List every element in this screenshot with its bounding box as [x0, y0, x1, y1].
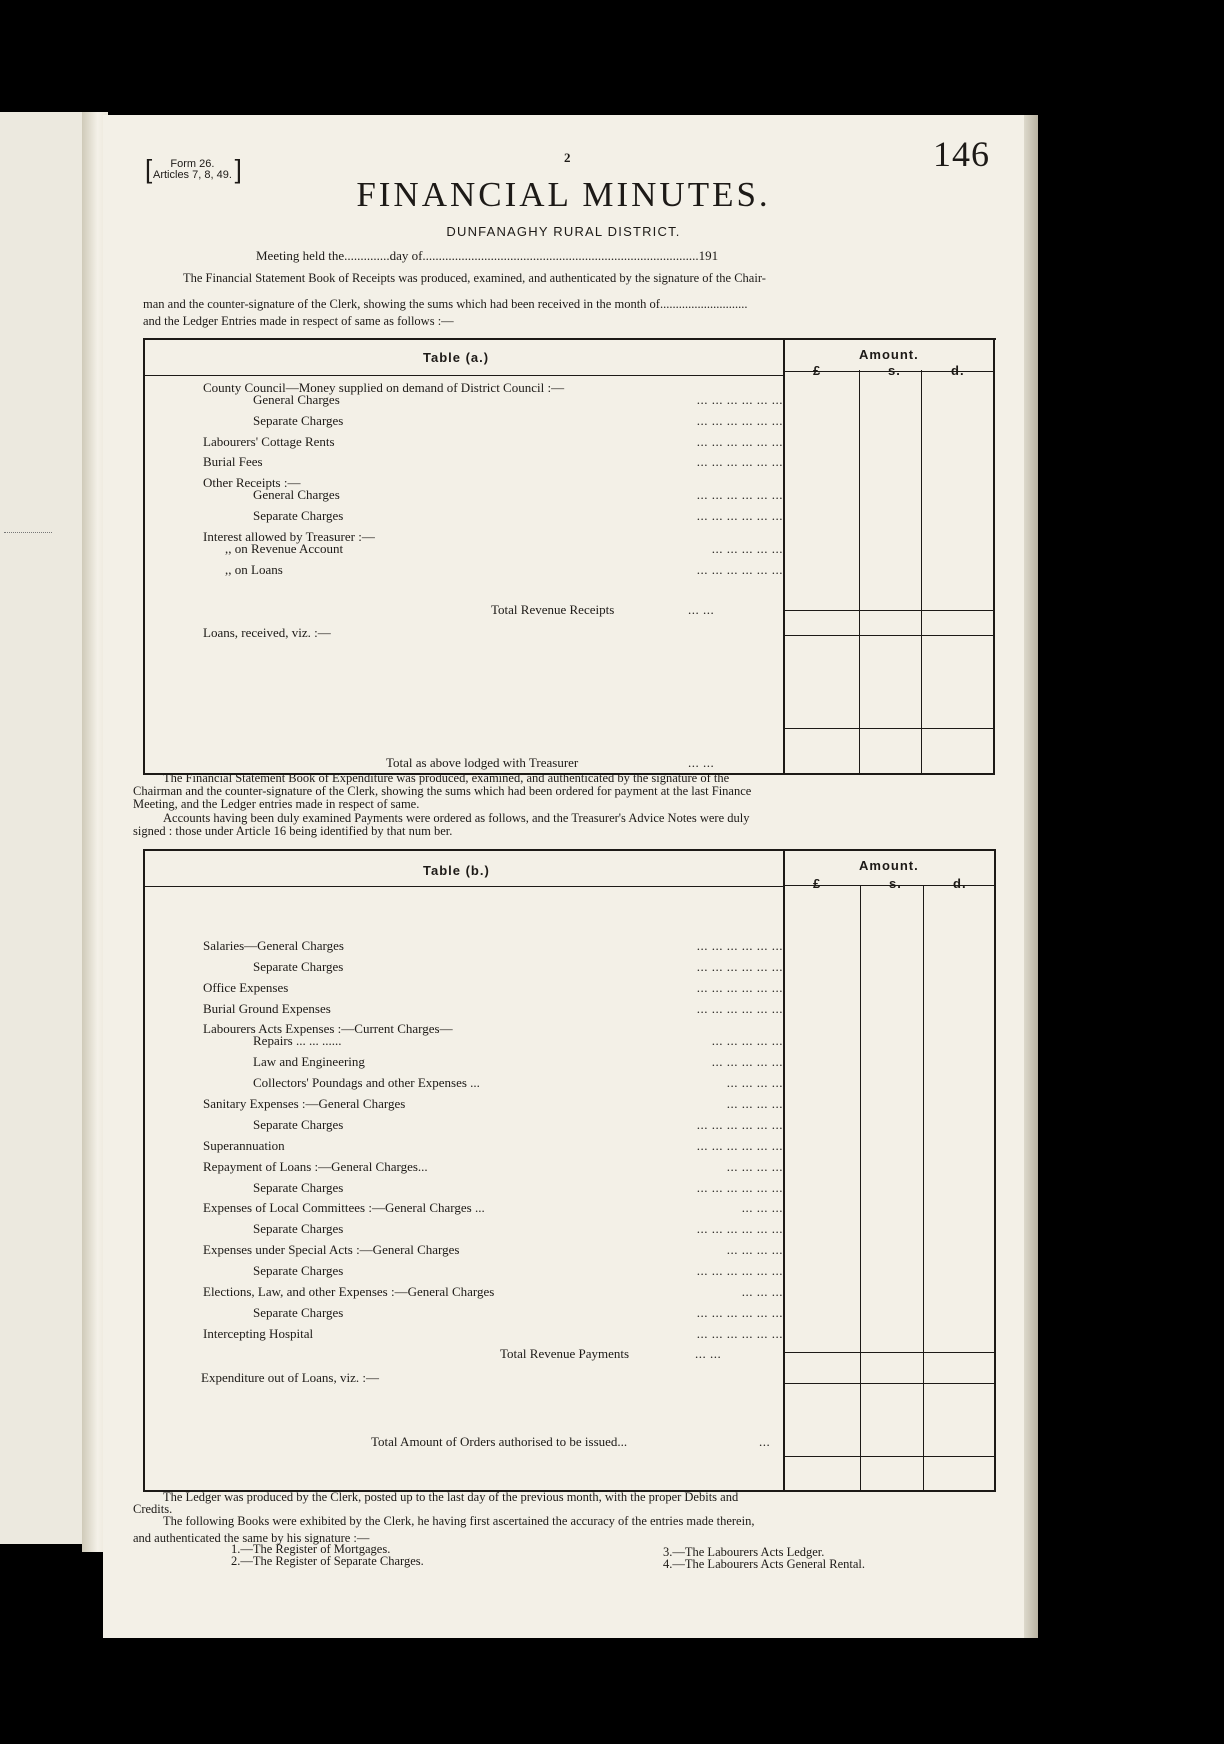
subtotal-rule-bottom — [783, 635, 995, 636]
receipts-table — [143, 338, 996, 773]
row-label: Separate Charges — [253, 413, 344, 428]
row-label: Other Receipts :— — [203, 475, 301, 490]
leader-dots: ... ... ... ... — [726, 1242, 783, 1257]
shillings-divider — [923, 885, 924, 1490]
books-line: and authenticated the same by his signature :— — [133, 1531, 370, 1545]
row-label: Repairs ... ... ...... — [253, 1033, 342, 1048]
row-label: Sanitary Expenses :—General Charges — [203, 1096, 406, 1111]
expenditure-intro-line: The Financial Statement Book of Expenditure was produced, examined, and authenticated by the signature of the — [163, 771, 730, 785]
row-label: Separate Charges — [253, 508, 344, 523]
table-left-border — [143, 849, 145, 1490]
table-top-rule — [143, 338, 996, 340]
row-label: Salaries—General Charges — [203, 938, 344, 953]
table-left-border — [143, 338, 145, 773]
leader-dots: ... ... ... ... ... — [711, 1054, 783, 1069]
leader-dots: ... ... — [688, 755, 715, 770]
table-title: Table (a.) — [423, 350, 490, 365]
book-list-item: 1.—The Register of Mortgages. — [231, 1542, 391, 1556]
meeting-line: Meeting held the..............day of.....................................................................................191 — [256, 248, 719, 263]
row-label: ,, on Revenue Account — [225, 541, 344, 556]
subtotal-rule-top — [783, 1352, 996, 1353]
pounds-divider — [859, 370, 860, 773]
row-label: Separate Charges — [253, 959, 344, 974]
row-label: General Charges — [253, 487, 340, 502]
leader-dots: ... ... ... ... ... ... — [696, 562, 783, 577]
row-label: Burial Ground Expenses — [203, 1001, 331, 1016]
leader-dots: ... ... ... ... ... ... — [696, 392, 783, 407]
leader-dots: ... ... ... — [741, 1200, 783, 1215]
leader-dots: ... ... ... ... ... ... — [696, 1305, 783, 1320]
leader-dots: ... — [759, 1434, 771, 1449]
leader-dots: ... ... ... ... ... — [711, 541, 783, 556]
row-label: Separate Charges — [253, 1221, 344, 1236]
row-label: Expenses under Special Acts :—General Charges — [203, 1242, 460, 1257]
row-label: Separate Charges — [253, 1305, 344, 1320]
expenditure-intro-line: Accounts having been duly examined Payments were ordered as follows, and the Treasurer's Advice Notes were duly — [163, 811, 750, 825]
leader-dots: ... ... ... ... ... ... — [696, 434, 783, 449]
books-line: The following Books were exhibited by the Clerk, he having first ascertained the accuracy of the entries made therein, — [163, 1514, 755, 1528]
row-label: Separate Charges — [253, 1117, 344, 1132]
row-label: Labourers' Cottage Rents — [203, 434, 335, 449]
pence-header: d. — [951, 363, 965, 378]
expenditure-out-of-loans: Expenditure out of Loans, viz. :— — [201, 1370, 379, 1385]
left-page-edge — [0, 112, 92, 1544]
leader-dots: ... ... — [695, 1346, 722, 1361]
expenditure-intro-line: signed : those under Article 16 being identified by that num ber. — [133, 824, 453, 838]
leader-dots: ... ... ... ... — [726, 1159, 783, 1174]
row-label: Repayment of Loans :—General Charges... — [203, 1159, 428, 1174]
row-label: Expenses of Local Committees :—General Charges ... — [203, 1200, 485, 1215]
table-title: Table (b.) — [423, 863, 490, 878]
leader-dots: ... ... ... ... ... ... — [696, 508, 783, 523]
header-rule — [143, 886, 783, 887]
row-label: Elections, Law, and other Expenses :—General Charges — [203, 1284, 495, 1299]
page-edge — [1024, 115, 1038, 1638]
ledger-line: The Ledger was produced by the Clerk, posted up to the last day of the previous month, with the proper Debits and — [163, 1490, 739, 1504]
amount-header: Amount. — [859, 347, 919, 362]
leader-dots: ... ... ... ... ... ... — [696, 1180, 783, 1195]
row-label: Intercepting Hospital — [203, 1326, 314, 1341]
subtotal-rule-bottom — [783, 1383, 996, 1384]
pounds-header: £ — [813, 363, 822, 378]
leader-dots: ... ... ... ... — [726, 1075, 783, 1090]
row-label: General Charges — [253, 392, 340, 407]
leader-dots: ... ... ... ... ... ... — [696, 938, 783, 953]
leader-dots: ... ... ... ... ... ... — [696, 1001, 783, 1016]
amount-divider — [783, 849, 785, 1490]
shillings-divider — [921, 370, 922, 773]
table-right-border — [994, 849, 996, 1490]
total-rule-top — [783, 728, 995, 729]
total-rule-top — [783, 1456, 996, 1457]
leader-dots: ... ... ... ... ... ... — [696, 1326, 783, 1341]
receipts-intro-line: The Financial Statement Book of Receipts was produced, examined, and authenticated by the signature of the Chair- — [183, 271, 766, 285]
table-top-rule — [143, 849, 996, 851]
total-revenue-payments: Total Revenue Payments — [500, 1346, 630, 1361]
ledger-line: Credits. — [133, 1502, 173, 1516]
book-list-item: 3.—The Labourers Acts Ledger. — [663, 1545, 825, 1559]
row-label: Superannuation — [203, 1138, 285, 1153]
leader-dots: ... ... ... ... ... ... — [696, 1263, 783, 1278]
leader-dots: ... ... ... ... — [726, 1096, 783, 1111]
page-title: FINANCIAL MINUTES. — [356, 175, 771, 214]
book-list-item: 2.—The Register of Separate Charges. — [231, 1554, 424, 1568]
receipts-intro-line: and the Ledger Entries made in respect of same as follows :— — [143, 314, 454, 328]
leader-dots: ... ... ... ... ... ... — [696, 1117, 783, 1132]
expenditure-intro-line: Meeting, and the Ledger entries made in respect of same. — [133, 797, 420, 811]
row-label: Office Expenses — [203, 980, 289, 995]
leader-dots: ... ... ... ... ... ... — [696, 413, 783, 428]
pence-header: d. — [953, 876, 967, 891]
total-orders: Total Amount of Orders authorised to be issued... — [371, 1434, 628, 1449]
document-page — [103, 115, 1024, 1638]
payments-table — [143, 849, 996, 1490]
loans-received: Loans, received, viz. :— — [203, 625, 331, 640]
row-label: ,, on Loans — [225, 562, 283, 577]
row-label: Burial Fees — [203, 454, 263, 469]
leader-dots: ... ... ... ... ... ... — [696, 1221, 783, 1236]
row-label: Law and Engineering — [253, 1054, 365, 1069]
row-label: County Council—Money supplied on demand of District Council :— — [203, 380, 565, 395]
left-bracket-icon: [ — [145, 154, 153, 184]
pounds-header: £ — [813, 876, 822, 891]
receipts-intro-line: man and the counter-signature of the Clerk, showing the sums which had been received in the month of............................ — [143, 297, 748, 311]
leader-dots: ... ... — [688, 602, 715, 617]
right-bracket-icon: ] — [234, 154, 242, 184]
row-label: Interest allowed by Treasurer :— — [203, 529, 375, 544]
shillings-header: s. — [888, 363, 901, 378]
amount-divider — [783, 338, 785, 773]
shillings-header: s. — [889, 876, 902, 891]
total-lodged: Total as above lodged with Treasurer — [386, 755, 579, 770]
amount-header: Amount. — [859, 858, 919, 873]
page-number: 146 — [933, 134, 990, 174]
form-articles: Articles 7, 8, 49. — [153, 169, 232, 181]
row-label: Separate Charges — [253, 1180, 344, 1195]
subtotal-rule-top — [783, 610, 995, 611]
district-name: DUNFANAGHY RURAL DISTRICT. — [446, 224, 681, 239]
row-label: Collectors' Poundags and other Expenses ... — [253, 1075, 480, 1090]
leader-dots: ... ... ... ... ... ... — [696, 454, 783, 469]
row-label: Separate Charges — [253, 1263, 344, 1278]
leader-dots: ... ... ... — [741, 1284, 783, 1299]
header-rule — [143, 375, 783, 376]
expenditure-intro-line: Chairman and the counter-signature of the Clerk, showing the sums which had been ordered for payment at the last Finance — [133, 784, 752, 798]
total-revenue-receipts: Total Revenue Receipts — [491, 602, 615, 617]
leader-dots: ... ... ... ... ... ... — [696, 487, 783, 502]
row-label: Labourers Acts Expenses :—Current Charges— — [203, 1021, 453, 1036]
small-page-number: 2 — [564, 150, 571, 165]
dotted-mark — [4, 532, 52, 533]
leader-dots: ... ... ... ... ... ... — [696, 980, 783, 995]
leader-dots: ... ... ... ... ... — [711, 1033, 783, 1048]
form-number: Form 26. — [170, 158, 215, 170]
leader-dots: ... ... ... ... ... ... — [696, 1138, 783, 1153]
leader-dots: ... ... ... ... ... ... — [696, 959, 783, 974]
table-right-border — [993, 338, 995, 773]
book-list-item: 4.—The Labourers Acts General Rental. — [663, 1557, 866, 1571]
pounds-divider — [860, 885, 861, 1490]
